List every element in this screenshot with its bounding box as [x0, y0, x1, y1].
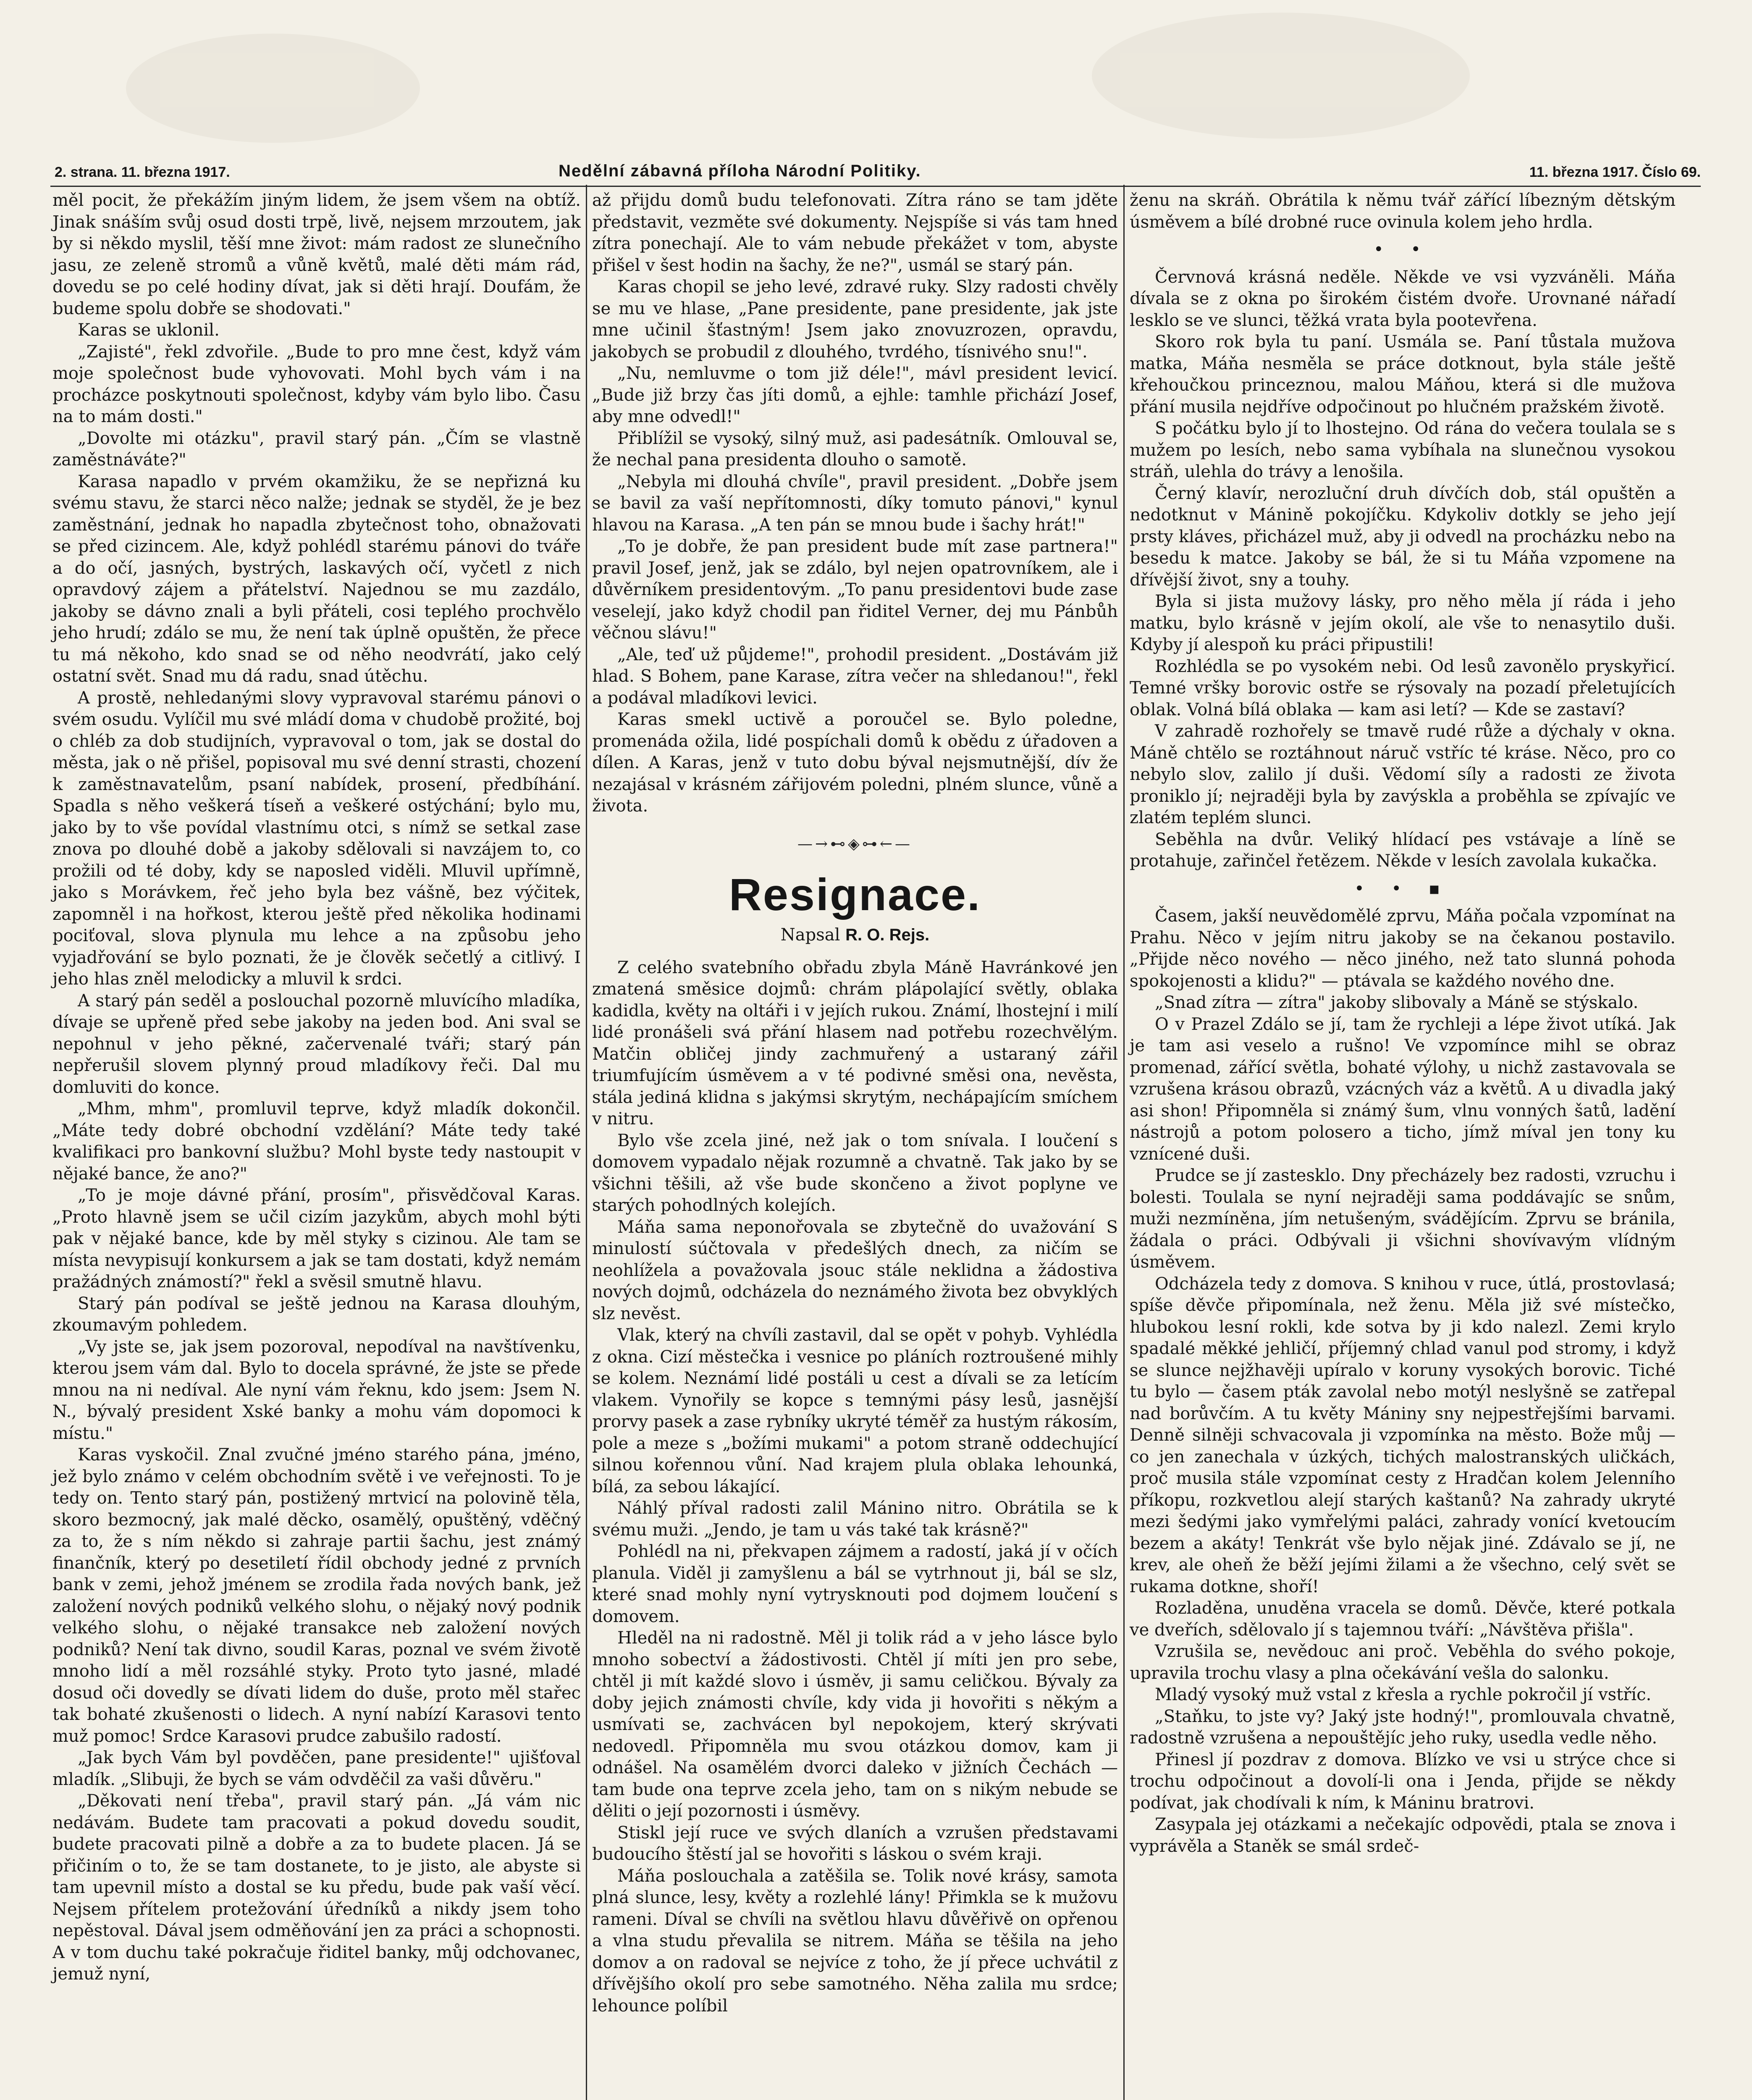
column-2-text-story	[592, 957, 1118, 2017]
paragraph: Hleděl na ni radostně. Měl ji tolik rád a v jeho lásce bylo mnoho sobectví a žádostivosti. Chtěl jí míti jen pro sebe, chtěl ji mít každé slovo i úsměv, ji samu celičkou. Bývaly za doby jejich známosti chvíle, kdy vida ji hovořiti s někým a usmívati se, zachvácen byl nepokojem, který skrývati nedovedl. Připomněla mu svou otázkou domov, kam ji odnášel. Na osamělém dvorci daleko v jižních Čechách — tam bude ona teprve zcela jeho, tam on s nikým nebude se děliti o její pozornosti i úsměvy.	[592, 1628, 1118, 1821]
paragraph: „Nebyla mi dlouhá chvíle", pravil president. „Dobře jsem se bavil za vaší nepřítomnosti, díky tomuto pánovi," kynul hlavou na Karasa. „A ten pán se mnou bude i šachy hrát!"	[592, 472, 1118, 535]
story-title: Resignace.	[729, 869, 981, 920]
paragraph: V zahradě rozhořely se tmavě rudé růže a dýchaly v okna. Máně chtělo se roztáhnout náruč vstříc té kráse. Něco, pro co nebylo slov, zalilo jí duši. Vědomí síly a radosti ze života proniklo jí; nejraději byla by zavýskla a proběhla se zpívajíc ve zlatém teplém slunci.	[1130, 722, 1676, 827]
header-left: 2. strana. 11. března 1917.	[55, 164, 230, 180]
paragraph: S počátku bylo jí to lhostejno. Od rána do večera toulala se s mužem po lesích, nebo sama vybíhala na slunečnou vysokou stráň, ulehla do trávy a lenošila.	[1130, 419, 1676, 481]
paragraph: Bylo vše zcela jiné, než jak o tom snívala. I loučení s domovem vypadalo nějak rozumně a chvatně. Tak jako by se všichni těšili, až vše bude skončeno a život poplyne ve starých pohodlných kolejích.	[592, 1131, 1118, 1215]
paragraph: až přijdu domů budu telefonovati. Zítra ráno se tam jděte představit, vezměte své dokumenty. Nejspíše si vás tam hned zítra ponechají. Ale to vám nebude překážet v tom, abyste přišel v šest hodin na šachy, že ne?", usmál se starý pán.	[592, 191, 1118, 275]
paragraph: Pohlédl na ni, překvapen zájmem a radostí, jaká jí v očích planula. Viděl ji zamyšlenu a bál se vytrhnout ji, bál se slz, které snad mohly nyní vytrysknouti pod dojmem loučení s domovem.	[592, 1542, 1118, 1626]
paper-stain	[126, 34, 420, 143]
column-3-text-b	[1130, 267, 1676, 872]
header-right: 11. března 1917. Číslo 69.	[1529, 164, 1701, 180]
paragraph: „Staňku, to jste vy? Jaký jste hodný!", promlouvala chvatně, radostně vzrušena a nepouštějíc jeho ruky, usedla vedle něho.	[1130, 1706, 1676, 1748]
running-header	[55, 162, 1701, 184]
paragraph: „Ale, teď už půjdeme!", prohodil president. „Dostávám již hlad. S Bohem, pane Karase, zítra večer na shledanou!", řekl a podával mladíkovi levici.	[592, 645, 1118, 708]
paragraph: Karas se uklonil.	[78, 320, 220, 340]
paragraph: ženu na skráň. Obrátila k němu tvář zářící líbezným dětským úsměvem a bílé drobné ruce ovinula kolem jeho hrdla.	[1130, 191, 1676, 232]
paragraph: Prudce se jí zastesklo. Dny přecházely bez radosti, vzruchu i bolesti. Toulala se nyní nejraději sama poddávajíc se snům, muži nezmíněna, jím netušeným, svádějícím. Zprvu se bránila, žádala o práci. Odbývali ji všichni shovívavým vlídným úsměvem.	[1130, 1166, 1676, 1272]
paragraph: Karas chopil se jeho levé, zdravé ruky. Slzy radosti chvěly se mu ve hlase, „Pane presidente, pane presidente, jak jste mne učinil šťastným! Jsem jako znovuzrozen, opravdu, jakobych se probudil z dlouhého, tvrdého, tísnivého snu!".	[592, 277, 1118, 362]
paragraph: „Dovolte mi otázku", pravil starý pán. „Čím se vlastně zaměstnáváte?"	[52, 428, 581, 470]
paragraph: Skoro rok byla tu paní. Usmála se. Paní tůstala mužova matka, Máňa nesměla se práce dotknout, byla stále ještě křehoučkou princeznou, malou Máňou, která si dle mužova přání musila nejdříve odpočinout po hlučném pražském životě.	[1130, 332, 1676, 417]
paper-stain	[1092, 13, 1470, 139]
paragraph: „Snad zítra — zítra" jakoby slibovaly a Máně se stýskalo.	[1155, 993, 1639, 1012]
paragraph: Máňa poslouchala a zatěšila se. Tolik nové krásy, samota plná slunce, lesy, květy a rozlehlé lány! Přimkla se k mužovu rameni. Díval se chvíli na světlou hlavu důvěřivě on opřenou a vlna studu převalila se nitrem. Máňa se těšila na jeho domov a on radoval se nejvíce z toho, že jí přece uchvátil z dřívějšího okolí pro sebe samotného. Něha zalila mu srdce; lehounce políbil	[592, 1866, 1118, 2016]
paragraph: Seběhla na dvůr. Veliký hlídací pes vstávaje a líně se protahuje, zařinčel řetězem. Někde v lesích zavolala kukačka.	[1130, 830, 1676, 871]
paragraph: Stiskl její ruce ve svých dlaních a vzrušen představami budoucího štěstí jal se hovořiti s láskou o svém kraji.	[592, 1823, 1118, 1864]
paragraph: Byla si jista mužovy lásky, pro něho měla jí ráda i jeho matku, bylo krásně v jejím okolí, ale vše to nenasytilo duši. Kdyby jí alespoň ku práci připustili!	[1130, 592, 1676, 654]
paragraph: Vlak, který na chvíli zastavil, dal se opět v pohyb. Vyhlédla z okna. Cizí městečka i vesnice po pláních roztroušené mihly se kolem. Neznámí lidé postáli u cest a dívali se za letícím vlakem. Vynořily se kopce s temnými pásy lesů, jasnější prorvy pasek a zase rybníky ukryté téměř za hustým rákosím, pole a meze s „božími mukami" a potom straně oddechující silnou kořennou vůní. Nad krajem plula oblaka lehounká, bílá, za sebou lákající.	[592, 1326, 1118, 1496]
column-1-text	[52, 190, 581, 1985]
paragraph: Karas vyskočil. Znal zvučné jméno starého pána, jméno, jež bylo známo v celém obchodním světě i ve veřejnosti. To je tedy on. Tento starý pán, postižený mrtvicí na polovině těla, skoro bezmocný, jak malé děcko, osamělý, opuštěný, vděčný za to, že s ním někdo si zahraje partii šachu, jest známý finančník, který po desetiletí řídil obchody jedné z prvních bank v zemi, jehož jménem se zrodila řada nových bank, jež založení nových podniků velkého slohu, o nějaký nový podnik velkého slohu, o nějaké transakce neb založení nových podniků? Není tak divno, soudil Karas, poznal ve svém životě mnoho lidí a měl rozsáhlé styky. Proto tyto jasné, mladé dosud oči dovedly se dívati lidem do duše, proto měl stařec tak bohaté zkušenosti o lidech. A nyní nabízí Karasovi tento muž pomoc! Srdce Karasovi prudce zabušilo radostí.	[52, 1445, 581, 1746]
column-3-text-a	[1130, 190, 1676, 233]
column-3-text-c	[1130, 906, 1676, 1857]
byline-prefix: Napsal	[780, 925, 840, 945]
paragraph: Černý klavír, nerozluční druh dívčích dob, stál opuštěn a nedotknut v Mánině pokojíčku. Kdykoliv dotkly se jeho její prsty kláves, přicházel muž, aby ji odvedl na procházku nebo na besedu k matce. Jakoby se bál, že si tu Máňa vzpomene na dřívější život, sny a touhy.	[1130, 483, 1676, 590]
section-break-dots-2: • • ▪	[1354, 879, 1451, 898]
column-1	[52, 190, 581, 1985]
paragraph: Rozhlédla se po vysokém nebi. Od lesů zavonělo pryskyřicí. Temné vršky borovic ostře se rýsovaly na pozadí přeletujících oblak. Volná bílá oblaka — kam asi letí? — Kde se zastaví?	[1130, 656, 1676, 719]
column-2	[592, 190, 1118, 2017]
section-separator: —→⊷◈⊶←—	[797, 835, 913, 853]
paragraph: Karasa napadlo v prvém okamžiku, že se nepřizná ku svému stavu, že starci něco nalže; jednak se styděl, že je bez zaměstnání, jednak ho napadla zbytečnost toho, obnažovati se před cizincem. Ale, když pohlédl starému pánovi do tváře a do očí, jasných, bystrých, laskavých očí, vyčetl z nich opravdový zájem a přátelství. Najednou se mu zazdálo, jakoby se dávno znali a byli přáteli, cosi teplého prochvělo jeho hrudí; zdálo se mu, že není tak úplně opuštěn, že přece tu má někoho, kdo snad se od něho neodvrátí, jako celý ostatní svět. Snad mu dá radu, snad útěchu.	[52, 472, 581, 686]
column-2-text-top	[592, 190, 1118, 817]
paragraph: „Jak bych Vám byl povděčen, pane presidente!" ujišťoval mladík. „Slibuji, že bych se vám odvděčil za vaši důvěru."	[52, 1748, 581, 1789]
paragraph: „Zajisté", řekl zdvořile. „Bude to pro mne čest, když vám moje společnost bude vyhovovati. Mohl bych vám i na procházce poskytnouti společnost, kdyby vám bylo libo. Času na to mám dosti."	[52, 342, 581, 426]
paragraph: Mladý vysoký muž vstal z křesla a rychle pokročil jí vstříc.	[1155, 1685, 1652, 1704]
paragraph: O v Prazel Zdálo se jí, tam že rychleji a lépe život utíká. Jak je tam asi veselo a rušno! Ve vzpomínce mihl se obraz promenad, zářící světla, bohaté výlohy, u nichž zastavovala se vzrušena krásou obrazů, vzácných váz a květů. A u divadla jaký asi shon! Připomněla si známý šum, vlnu vonných šatů, ladění nástrojů a potom polosero a ticho, jímž míval jen tony ku vznícené duši.	[1130, 1014, 1676, 1164]
paragraph: Z celého svatebního obřadu zbyla Máně Havránkové jen zmatená směsice dojmů: chrám plápolající světly, oblaka kadidla, květy na oltáři i v jejích rukou. Známí, lhostejní i milí lidé pronášeli svá přání hlasem nad potřebu rozechvělým. Matčin obličej jindy zachmuřený a ustaraný zářil triumfujícím úsměvem a v té podivné směsi ona, nevěsta, stála jediná klidna s jakýmsi skrytým, nechápajícím smíchem v nitru.	[592, 958, 1118, 1129]
header-rule	[50, 186, 1701, 187]
section-break-dots: • •	[1374, 240, 1432, 259]
paragraph: Zasypala jej otázkami a nečekajíc odpovědi, ptala se znova i vyprávěla a Staněk se smál srdeč-	[1130, 1815, 1676, 1856]
paragraph: „Nu, nemluvme o tom již déle!", mávl president levicí. „Bude již brzy čas jíti domů, a ejhle: tamhle přichází Josef, aby mne odvedl!"	[592, 364, 1118, 426]
paragraph: „Mhm, mhm", promluvil teprve, když mladík dokončil. „Máte tedy dobré obchodní vzdělání? Máte tedy také kvalifikaci pro bankovní službu? Mohl byste tedy nastoupit v nějaké bance, že ano?"	[52, 1099, 581, 1184]
paragraph: „To je dobře, že pan president bude mít zase partnera!" pravil Josef, jenž, jak se zdálo, byl nejen opatrovníkem, ale i důvěrníkem presidentovým. „To panu presidentovi bude zase veselejí, jako když chodil pan řiditel Verner, dej mu Pánbůh věčnou slávu!"	[592, 537, 1118, 643]
paragraph: Máňa sama neponořovala se zbytečně do uvažování S minulostí súčtovala v předešlých dnech, za ničím se neohlížela a považovala jsouc stále neklidna a žádostiva nových dojmů, odcházela do neznámého života bez obvyklých slz nevěst.	[592, 1217, 1118, 1323]
paragraph: Náhlý příval radosti zalil Mánino nitro. Obrátila se k svému muži. „Jendo, je tam u vás také tak krásně?"	[592, 1499, 1118, 1540]
column-rule	[1123, 185, 1125, 2100]
paragraph: A prostě, nehledanými slovy vypravoval starému pánovi o svém osudu. Vylíčil mu své mládí doma v chudobě prožité, boj o chléb za dob studijních, vypravoval o tom, jak se dostal do města, jak o ně přišel, popisoval mu své denní strasti, chození k zaměstnavatelům, psaní nabídek, prosení, předbíhání. Spadla s něho veškerá tíseň a veškeré ostýchání; bylo mu, jako by to vše povídal vlastnímu otci, s nímž se setkal zase znova po dlouhé době a jakoby sdělovali si navzájem to, co prožili od té doby, kdy se naposled viděli. Mluvil upřímně, jako s Morávkem, řeč jeho byla bez vášně, bez výčitek, zapomněl i na hořkost, kterou ještě před několika hodinami pociťoval, slova plynula mu lehce a na způsobu jeho vyjadřování se bylo poznati, že je člověk sečetlý a citlivý. I jeho hlas zněl melodicky a mluvil k srdci.	[52, 688, 581, 989]
paragraph: „To je moje dávné přání, prosím", přisvědčoval Karas. „Proto hlavně jsem se učil cizím jazykům, abych mohl býti pak v nějaké bance, kde by měl styky s cizinou. Ale tam se místa nevypisují konkursem a jak se tam dostati, když nemám pražádných známostí?" řekl a svěsil smutně hlavu.	[52, 1186, 581, 1292]
story-byline	[592, 924, 1118, 946]
paragraph: Přinesl jí pozdrav z domova. Blízko ve vsi u strýce chce si trochu odpočinout a dovolí-li ona i Jenda, přijde se někdy podívat, jak chodívali k ním, k Máninu bratrovi.	[1130, 1750, 1676, 1813]
paragraph: Odcházela tedy z domova. S knihou v ruce, útlá, prostovlasá; spíše děvče připomínala, než ženu. Měla již své místečko, hlubokou lesní rokli, kde sotva by ji kdo nalezl. Zemi krylo spadalé měkké jehličí, příjemný chlad vanul pod stromy, i když se slunce nejžhavěji upíralo v koruny vysokých borovic. Tiché tu bylo — časem pták zavolal nebo motýl neslyšně se zatřepal nad borůvčím. A tu květy Mániny sny nejpestřejšími barvami. Denně silněji schvacovala ji vzpomínka na město. Bože můj — co jen zanechala v úzkých, tichých malostranských uličkách, proč musila stále vzpomínat cesty z Hradčan kolem Jelenního příkopu, rozkvetlou alejí starých kaštanů? Na zahrady ukryté mezi šedými jako vymřelými paláci, zahrady vonící kvetoucím bezem a akáty! Tenkrát vše bylo nějak jiné. Zdávalo se jí, ne krev, ale oheň že běží jejími žilami a že všechno, celý svět se rukama dotkne, shoří!	[1130, 1274, 1676, 1596]
column-3	[1130, 190, 1676, 1857]
column-rule	[586, 185, 587, 2100]
paragraph: „Děkovati není třeba", pravil starý pán. „Já vám nic nedávám. Budete tam pracovati a pokud dovedu soudit, budete pracovati pilně a dobře a za to budete placen. Já se přičiním o to, že se tam dostanete, to je jisto, ale abyste si tam upevnil místo a dostal se ku předu, bude pak vaší věcí. Nejsem přítelem protežování úředníků a nikdy jsem toho nepěstoval. Dával jsem odměňování jen za práci a schopnosti. A v tom duchu také pokračuje řiditel banky, můj odchovanec, jemuž nyní,	[52, 1791, 581, 1984]
paragraph: Přiblížil se vysoký, silný muž, asi padesátník. Omlouval se, že nechal pana presidenta dlouho o samotě.	[592, 428, 1118, 470]
paragraph: A starý pán seděl a poslouchal pozorně mluvícího mladíka, dívaje se upřeně před sebe jakoby na jeden bod. Ani sval se nepohnul v jeho pěkné, začervenalé tváři; starý pán nepřerušil slovem plynný proud mladíkovy řeči. Dal mu domluviti do konce.	[52, 991, 581, 1097]
paragraph: Karas smekl uctivě a poroučel se. Bylo poledne, promenáda ožila, lidé pospíchali domů k obědu z úřadoven a dílen. A Karas, jenž v tuto dobu býval nejsmutnější, dív že nezajásal v krásném zářijovém poledni, plném slunce, vůně a života.	[592, 710, 1118, 816]
paragraph: Starý pán podíval se ještě jednou na Karasa dlouhým, zkoumavým pohledem.	[52, 1294, 581, 1335]
paragraph: Časem, jakší neuvědomělé zprvu, Máňa počala vzpomínat na Prahu. Něco v jejím nitru jakoby se na čekanou postavilo. „Přijde něco nového — něco jiného, než tato slunná pohoda spokojenosti a klidu?" — ptávala se každého nového dne.	[1130, 906, 1676, 991]
paragraph: „Vy jste se, jak jsem pozoroval, nepodíval na navštívenku, kterou jsem vám dal. Bylo to docela správné, že jste se přede mnou na ni nedíval. Ale nyní vám řeknu, kdo jsem: Jsem N. N., bývalý president Xské banky a mohu vám dopomoci k místu."	[52, 1337, 581, 1443]
header-center: Nedělní zábavná příloha Národní Politiky.	[559, 162, 921, 180]
paragraph: měl pocit, že překážím jiným lidem, že jsem všem na obtíž. Jinak snáším svůj osud dosti trpě, livě, nejsem mrzoutem, jak by si někdo myslil, těší mne život: mám radost ze slunečního jasu, ze zeleně stromů a vůně květů, malé děti mám rád, dovedu se po celé hodiny dívat, jak si děti hrají. Doufám, že budeme spolu dobře se shodovati."	[52, 191, 581, 318]
byline-author: R. O. Rejs.	[845, 926, 930, 944]
paragraph: Červnová krásná neděle. Někde ve vsi vyzváněli. Máňa dívala se z okna po širokém čistém dvoře. Urovnané nářadí lesklo se ve slunci, těžká vrata byla pootevřena.	[1130, 267, 1676, 330]
paragraph: Rozladěna, unuděna vracela se domů. Děvče, které potkala ve dveřích, sdělovalo jí s tajemnou tváří: „Návštěva přišla".	[1130, 1599, 1676, 1640]
paragraph: Vzrušila se, nevědouc ani proč. Veběhla do svého pokoje, upravila trochu vlasy a plna očekávání vešla do salonku.	[1130, 1642, 1676, 1683]
